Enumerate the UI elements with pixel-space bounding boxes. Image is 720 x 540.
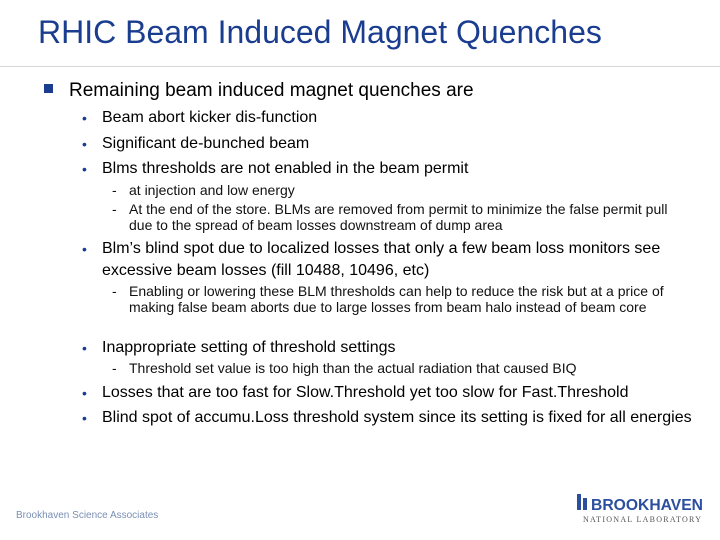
- dash-bullet-icon: -: [112, 283, 117, 299]
- dash-bullet-icon: -: [112, 182, 117, 198]
- sub-item-text: at injection and low energy: [129, 182, 295, 198]
- logo-bottom-text: NATIONAL LABORATORY: [583, 515, 701, 524]
- list-item-text: Inappropriate setting of threshold settings: [102, 339, 396, 356]
- sub-item-text: At the end of the store. BLMs are removed from permit to minimize the false permit pull due to the spread of beam losses downstream of dump area: [129, 201, 668, 233]
- logo-mark-icon: [577, 494, 587, 510]
- list-item: [82, 407, 692, 429]
- list-item: [82, 238, 692, 282]
- sub-item: [112, 182, 682, 198]
- sub-item-text: Threshold set value is too high than the actual radiation that caused BIQ: [129, 360, 577, 376]
- sub-item: [112, 201, 682, 233]
- list-item-text: Blind spot of accumu.Loss threshold system since its setting is fixed for all energies: [102, 409, 692, 426]
- sub-item: [112, 360, 682, 376]
- list-item-text: Losses that are too fast for Slow.Threshold yet too slow for Fast.Threshold: [102, 384, 629, 401]
- dot-bullet-icon: •: [82, 385, 87, 401]
- dot-bullet-icon: •: [82, 241, 87, 257]
- dash-bullet-icon: -: [112, 201, 117, 217]
- main-bullet-text: Remaining beam induced magnet quenches are: [69, 80, 474, 101]
- list-item: [82, 133, 692, 155]
- dot-bullet-icon: •: [82, 410, 87, 426]
- dash-bullet-icon: -: [112, 360, 117, 376]
- list-item-text: Significant de-bunched beam: [102, 135, 310, 152]
- dot-bullet-icon: •: [82, 136, 87, 152]
- list-item: [82, 382, 692, 404]
- square-bullet-icon: [44, 84, 53, 93]
- brookhaven-logo: [575, 490, 707, 526]
- dot-bullet-icon: •: [82, 340, 87, 356]
- list-item: [82, 337, 692, 359]
- sub-item-text: Enabling or lowering these BLM thresholds can help to reduce the risk but at a price of making false beam aborts due to large losses from beam halo instead of beam core: [129, 283, 664, 315]
- sub-item: [112, 283, 682, 315]
- title-divider: [0, 66, 720, 67]
- list-item: [82, 158, 692, 180]
- list-item-text: Blm’s blind spot due to localized losses that only a few beam loss monitors see excessive beam losses (fill 10488, 10496, etc): [102, 240, 661, 279]
- list-item: [82, 107, 692, 129]
- slide-title: RHIC Beam Induced Magnet Quenches: [38, 14, 602, 50]
- footer-organization: Brookhaven Science Associates: [16, 510, 159, 521]
- dot-bullet-icon: •: [82, 110, 87, 126]
- logo-top-text: BROOKHAVEN: [591, 497, 703, 514]
- dot-bullet-icon: •: [82, 161, 87, 177]
- list-item-text: Blms thresholds are not enabled in the beam permit: [102, 160, 469, 177]
- list-item-text: Beam abort kicker dis-function: [102, 109, 318, 126]
- main-bullet: [44, 80, 474, 102]
